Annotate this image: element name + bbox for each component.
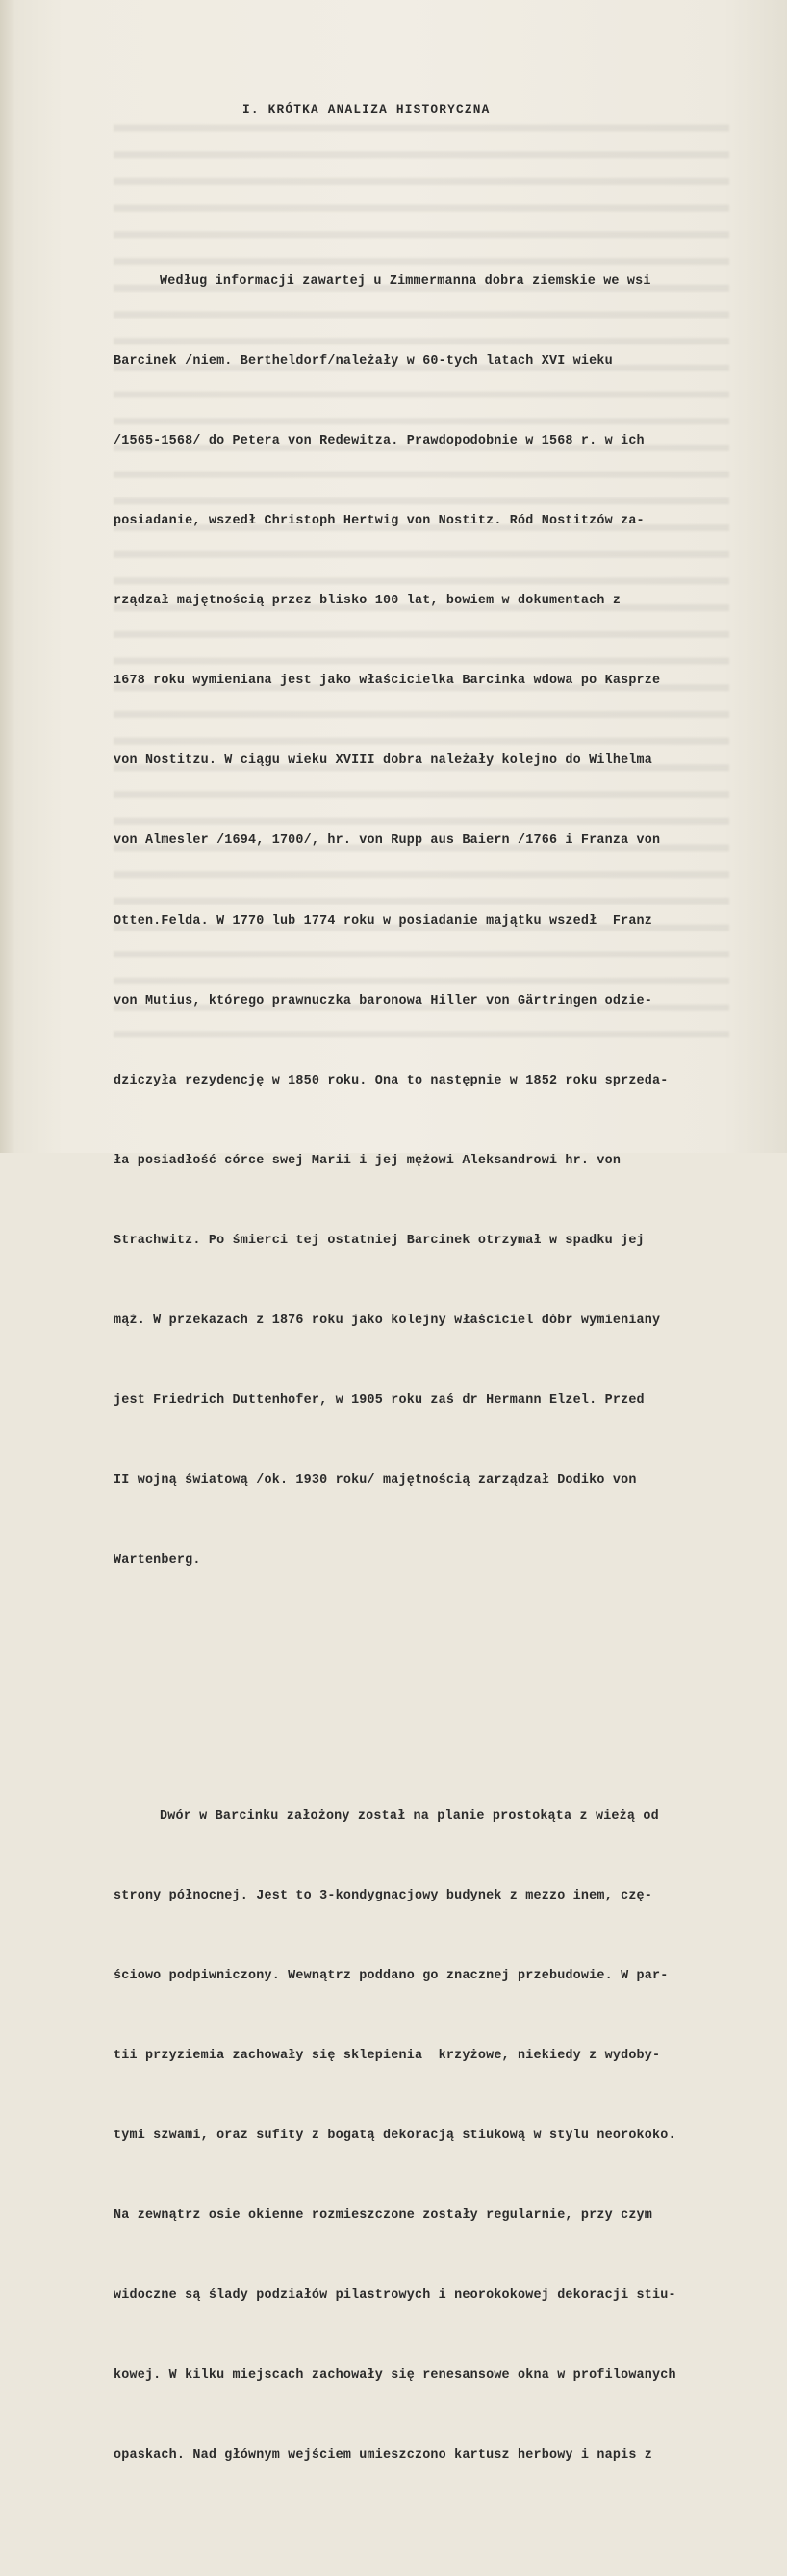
text-line: opaskach. Nad głównym wejściem umieszczono kartusz herbowy i napis z — [114, 2448, 653, 2463]
text-line: Otten.Felda. W 1770 lub 1774 roku w posiadanie majątku wszedł Franz — [114, 913, 653, 929]
text-line: strony północnej. Jest to 3-kondygnacjowy budynek z mezzo inem, czę- — [114, 1888, 653, 1903]
text-line: II wojną światową /ok. 1930 roku/ majętnością zarządzał Dodiko von — [114, 1473, 637, 1489]
text-line: von Mutius, którego prawnuczka baronowa Hiller von Gärtringen odzie- — [114, 993, 653, 1008]
text-line: Dwór w Barcinku założony został na planie prostokąta z wieżą od — [160, 1808, 659, 1824]
text-line: von Nostitzu. W ciągu wieku XVIII dobra należały kolejno do Wilhelma — [114, 753, 653, 769]
text-line: Według informacji zawartej u Zimmermanna dobra ziemskie we wsi — [160, 273, 651, 289]
text-line: Wartenberg. — [114, 1553, 201, 1569]
text-line: 1678 roku wymieniana jest jako właścicielka Barcinka wdowa po Kasprze — [114, 674, 661, 689]
document-body — [114, 162, 749, 2576]
paragraph-gap — [114, 1681, 749, 1696]
text-line: Na zewnątrz osie okienne rozmieszczone zostały regularnie, przy czym — [114, 2208, 653, 2224]
section-title: I. KRÓTKA ANALIZA HISTORYCZNA — [242, 102, 491, 116]
text-line: jest Friedrich Duttenhofer, w 1905 roku zaś dr Hermann Elzel. Przed — [114, 1393, 645, 1409]
text-line: ła posiadłość córce swej Marii i jej mężowi Aleksandrowi hr. von — [114, 1153, 622, 1168]
text-line: tii przyziemia zachowały się sklepienia krzyżowe, niekiedy z wydoby- — [114, 2048, 661, 2063]
paragraph-1 — [114, 215, 749, 1627]
text-line: von Almesler /1694, 1700/, hr. von Rupp aus Baiern /1766 i Franza von — [114, 833, 661, 849]
page-edge-shadow — [0, 0, 15, 1153]
text-line: kowej. W kilku miejscach zachowały się renesansowe okna w profilowanych — [114, 2368, 676, 2384]
text-line: mąż. W przekazach z 1876 roku jako kolejny właściciel dóbr wymieniany — [114, 1314, 661, 1329]
text-line: dziczyła rezydencję w 1850 roku. Ona to następnie w 1852 roku sprzeda- — [114, 1073, 669, 1088]
paragraph-2 — [114, 1749, 749, 2522]
text-line: widoczne są ślady podziałów pilastrowych i neorokokowej dekoracji stiu- — [114, 2288, 676, 2304]
text-line: ściowo podpiwniczony. Wewnątrz poddano go znacznej przebudowie. W par- — [114, 1968, 669, 1983]
text-line: Barcinek /niem. Bertheldorf/należały w 60-tych latach XVI wieku — [114, 353, 613, 369]
text-line: Strachwitz. Po śmierci tej ostatniej Barcinek otrzymał w spadku jej — [114, 1233, 645, 1248]
text-line: tymi szwami, oraz sufity z bogatą dekoracją stiukową w stylu neorokoko. — [114, 2129, 676, 2143]
text-line: posiadanie, wszedł Christoph Hertwig von Nostitz. Ród Nostitzów za- — [114, 514, 645, 529]
text-line: /1565-1568/ do Petera von Redewitza. Prawdopodobnie w 1568 r. w ich — [114, 434, 645, 448]
text-line: rządzał majętnością przez blisko 100 lat, bowiem w dokumentach z — [114, 594, 622, 609]
